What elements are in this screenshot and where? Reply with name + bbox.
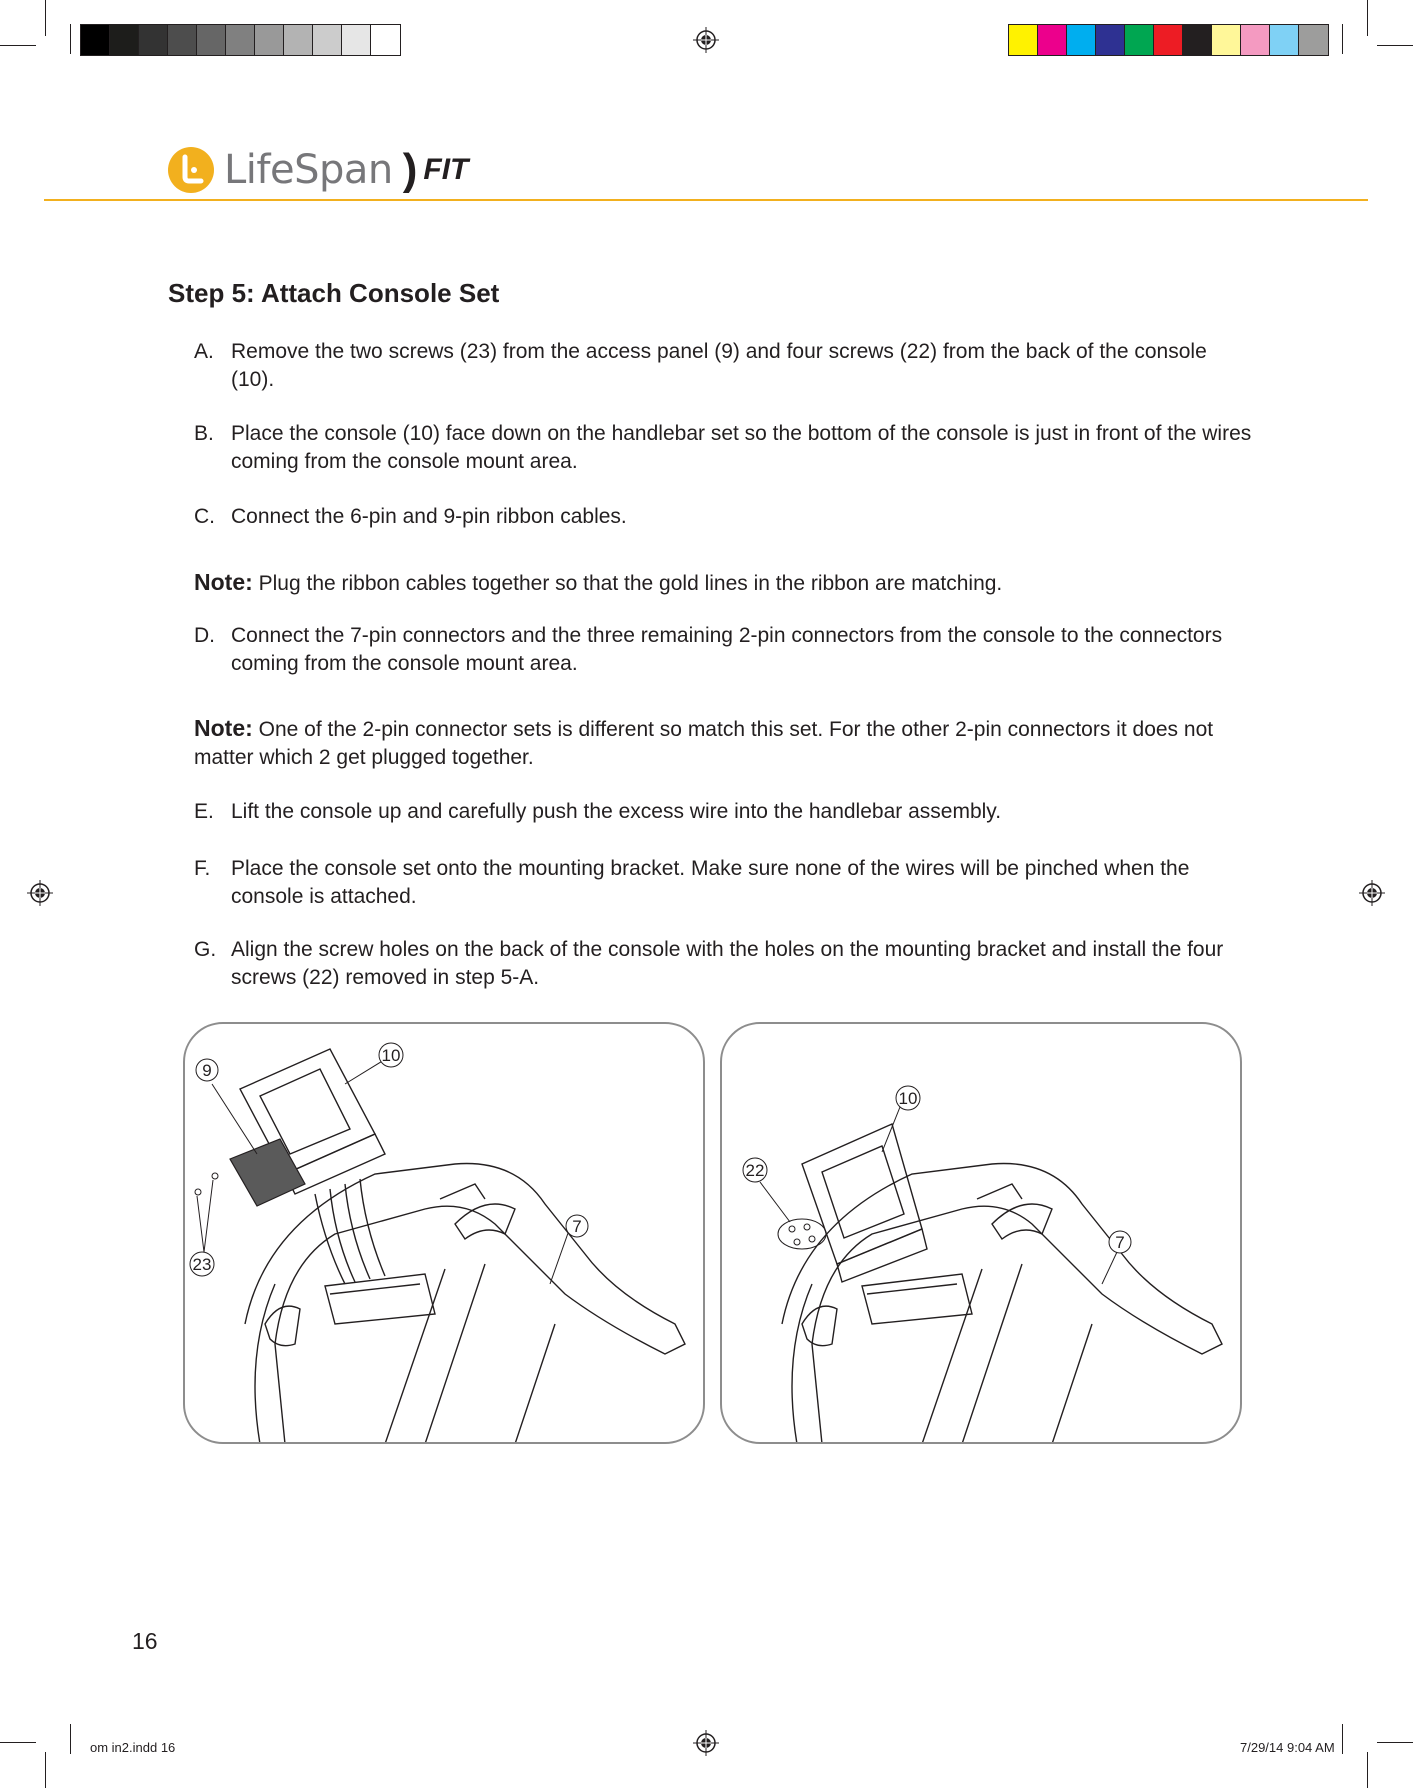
step-item-a [194,338,1254,394]
note-label: Note: [194,569,253,595]
process-color-bar [1008,24,1329,56]
color-swatch [371,25,400,55]
color-swatch [168,25,197,55]
note-label: Note: [194,715,253,741]
step-text: Connect the 6-pin and 9-pin ribbon cables. [231,505,627,528]
color-swatch [342,25,371,55]
color-swatch [1096,25,1125,55]
page-number: 16 [132,1628,158,1654]
brand-suffix: FIT [423,153,469,186]
step-item-g [194,936,1254,992]
step-item-b [194,420,1254,476]
callout-label: 22 [745,1161,765,1180]
color-swatch [1154,25,1183,55]
color-swatch [1038,25,1067,55]
registration-mark-icon [1359,880,1385,906]
slug-date: 7/29/14 9:04 AM [1240,1740,1335,1755]
treadmill-console-installed-illustration [722,1024,1242,1444]
step-letter: B. [194,422,214,445]
color-swatch [255,25,284,55]
color-swatch [1241,25,1270,55]
step-letter: C. [194,505,215,528]
note-ribbon-cables [194,568,1254,598]
note-text: Plug the ribbon cables together so that the gold lines in the ribbon are matching. [258,572,1003,595]
step-text: Align the screw holes on the back of the console with the holes on the mounting bracket and install the four screws (22) removed in step 5-A. [231,938,1224,989]
step-item-e [194,798,1254,826]
registration-mark-icon [27,880,53,906]
access-panel [230,1139,305,1206]
step-letter: D. [194,624,215,647]
header-rule [44,199,1368,201]
step-letter: E. [194,800,214,823]
step-text: Place the console (10) face down on the handlebar set so the bottom of the console is just in front of the wires coming from the console mount area. [231,422,1252,473]
color-swatch [197,25,226,55]
note-text: One of the 2-pin connector sets is different so match this set. For the other 2-pin connectors it does not matter which 2 get plugged together. [194,718,1214,769]
color-swatch [81,25,110,55]
step-text: Place the console set onto the mounting bracket. Make sure none of the wires will be pinched when the console is attached. [231,857,1190,908]
callout-label: 7 [1115,1233,1125,1252]
note-connector-sets [194,714,1254,772]
callout-label: 10 [381,1046,401,1065]
registration-mark-icon [693,27,719,53]
step-item-d [194,622,1254,678]
step-letter: G. [194,938,217,961]
step-item-f [194,855,1254,911]
registration-mark-icon [693,1730,719,1756]
callout-label: 7 [572,1217,582,1236]
color-swatch [1125,25,1154,55]
slug-file: om in2.indd 16 [90,1740,176,1755]
color-swatch [110,25,139,55]
color-swatch [1009,25,1038,55]
step-text: Lift the console up and carefully push the excess wire into the handlebar assembly. [231,800,1002,823]
color-swatch [1212,25,1241,55]
color-swatch [1270,25,1299,55]
treadmill-console-open-illustration [185,1024,705,1444]
color-swatch [313,25,342,55]
brand-logo [168,145,468,195]
callout-label: 9 [202,1061,212,1080]
step-letter: A. [194,340,214,363]
brand-name: LifeSpan [224,147,393,193]
step-text: Connect the 7-pin connectors and the three remaining 2-pin connectors from the console to the connectors coming from the console mount area. [231,624,1223,675]
figure-right [720,1022,1242,1444]
color-swatch [284,25,313,55]
callout-label: 23 [192,1255,212,1274]
step-item-c [194,503,1254,531]
brand-divider: ) [402,145,418,194]
color-swatch [226,25,255,55]
color-swatch [139,25,168,55]
step-letter: F. [194,857,211,880]
color-swatch [1299,25,1328,55]
lifespan-logo-icon [168,147,214,193]
step-text: Remove the two screws (23) from the access panel (9) and four screws (22) from the back of the console (10). [231,340,1207,391]
color-swatch [1067,25,1096,55]
figure-left [183,1022,705,1444]
step-title: Step 5: Attach Console Set [168,278,500,308]
color-swatch [1183,25,1212,55]
callout-label: 10 [898,1089,918,1108]
gray-color-bar [80,24,401,56]
